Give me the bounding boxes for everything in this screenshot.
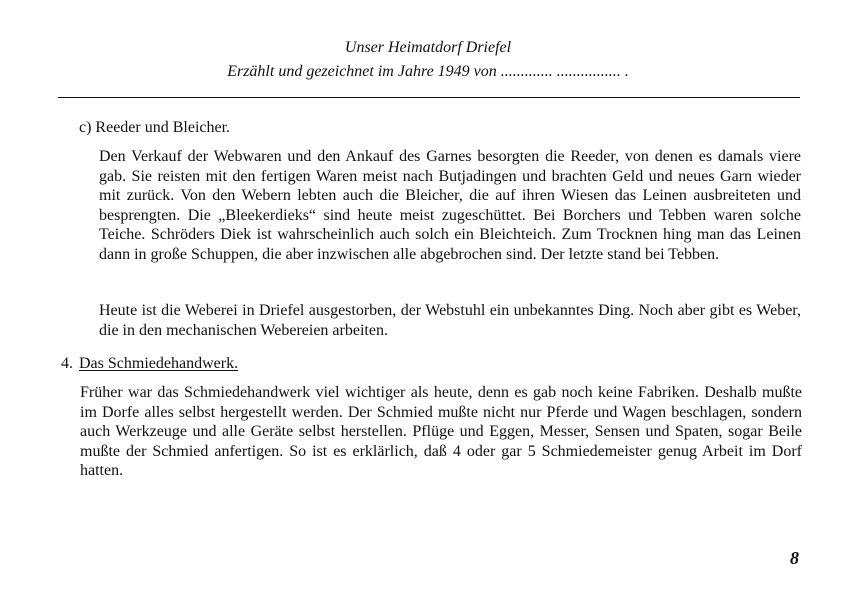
header-divider — [58, 97, 800, 98]
page-header — [58, 36, 798, 84]
section-title: Das Schmiedehandwerk. — [79, 355, 239, 372]
paragraph-reeder-bleicher: Den Verkauf der Webwaren und den Ankauf des Garnes besorgten die Reeder, von denen es damals viere gab. Sie reisten mit den fertigen Waren meist nach Butjadingen und brachten Geld und neues Garn wieder mit zurück. Von den Webern lebten auch die Bleicher, die auf ihren Wiesen das Leinen ausbreiteten und besprengten. Die „Bleekerdieks“ sind heute meist zugeschüttet. Bei Borchers und Tebben waren solche Teiche. Schröders Diek ist wahrscheinlich auch solch ein Bleichteich. Zum Trocknen hing man das Leinen dann in große Schuppen, die aber inzwischen alle abgebrochen sind. Der letzte stand bei Tebben. — [99, 148, 801, 263]
section-heading-4 — [61, 354, 238, 374]
document-title: Unser Heimatdorf Driefel — [344, 39, 512, 56]
subsection-heading-c: c) Reeder und Bleicher. — [79, 119, 231, 136]
paragraph-schmiedehandwerk: Früher war das Schmiedehandwerk viel wichtiger als heute, denn es gab noch keine Fabriken. Deshalb mußte im Dorfe alles selbst hergestellt werden. Der Schmied mußte nicht nur Pferde und Wagen beschlagen, sondern auch Werkzeuge und alle Geräte selbst herstellen. Pflüge und Eggen, Messer, Sensen und Spaten, sogar Beile mußte der Schmied anfertigen. So ist es erklärlich, daß 4 oder gar 5 Schmiedemeister genug Arbeit im Dorf hatten. — [80, 384, 802, 480]
paragraph-weberei-heute: Heute ist die Weberei in Driefel ausgestorben, der Webstuhl ein unbekanntes Ding. Noch aber gibt es Weber, die in den mechanischen Webereien arbeiten. — [99, 302, 801, 339]
page-number: 8 — [790, 548, 799, 568]
section-number: 4. — [61, 355, 73, 372]
document-subtitle: Erzählt und gezeichnet im Jahre 1949 von ............. ................ . — [227, 63, 629, 80]
